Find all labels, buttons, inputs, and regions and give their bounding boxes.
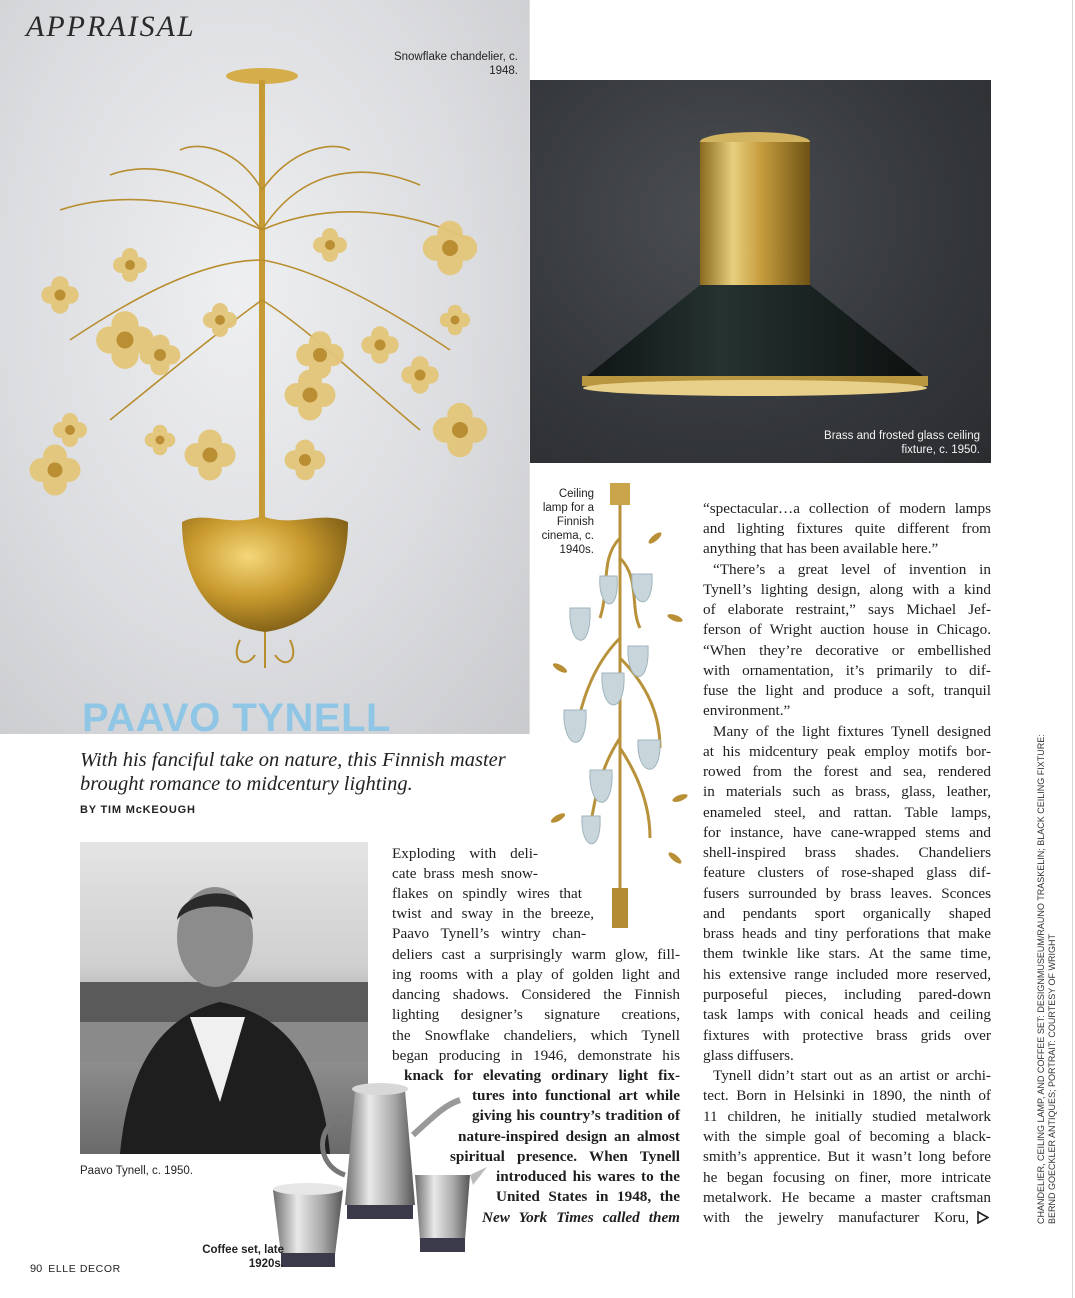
body-line: the Snowflake chandeliers, which Tynell — [392, 1027, 680, 1044]
body-line: and lighting fixtures quite different from — [703, 520, 991, 537]
body-line: cate brass mesh snow- — [392, 865, 538, 882]
body-line: 11 children, he initially studied metalwork — [703, 1108, 991, 1125]
page-number: 90 — [30, 1263, 43, 1275]
photo-credits — [1036, 704, 1058, 1224]
article-deck: With his fanciful take on nature, this Finnish master brought romance to midcentury lighting. — [80, 749, 506, 795]
body-line: twist and sway in the breeze, — [392, 905, 594, 922]
body-line: ing rooms with a play of golden light and — [392, 966, 680, 983]
body-line: began producing in 1946, demonstrate his — [392, 1047, 680, 1064]
magazine-name: ELLE DECOR — [48, 1263, 121, 1275]
byline: BY TIM McKEOUGH — [80, 804, 196, 816]
body-line: feature clusters of rose-shaped glass dif- — [703, 864, 991, 881]
body-line: metalwork. He became a master craftsman — [703, 1189, 991, 1206]
body-line: fusers surrounded by brass leaves. Sconces — [703, 885, 991, 902]
body-line: flakes on spindly wires that — [392, 885, 582, 902]
body-line: he began focusing on finer, more intricate — [703, 1169, 991, 1186]
body-line: Many of the light fixtures Tynell designed — [713, 723, 991, 740]
body-line: giving his country’s tradition of — [472, 1107, 680, 1124]
body-line: lighting designer’s signature creations, — [392, 1006, 680, 1023]
body-line: task lamps with conical heads and ceiling — [703, 1006, 991, 1023]
body-line: brass heads and tiny perforations that make — [703, 925, 991, 942]
body-line: with the simple goal of becoming a black- — [703, 1128, 991, 1145]
page-folio — [30, 1263, 121, 1275]
body-line: Exploding with deli- — [392, 845, 538, 862]
body-line: Paavo Tynell’s wintry chan- — [392, 925, 586, 942]
caption-brass-fixture: Brass and frosted glass ceiling fixture, c. 1950. — [824, 430, 980, 456]
body-line: Tynell didn’t start out as an artist or archi- — [713, 1067, 991, 1084]
body-line: with ornamentation, it’s primarily to dif- — [703, 662, 991, 679]
body-line: nature-inspired design an almost — [458, 1128, 680, 1145]
body-line: Tynell’s lighting design, along with a kind — [703, 581, 991, 598]
body-line: of elaborate restraint,” says Michael Jef- — [703, 601, 991, 618]
body-line: smith’s apprentice. But it wasn’t long before — [703, 1148, 991, 1165]
section-label: APPRAISAL — [26, 10, 196, 43]
body-line: anything that has been available here.” — [703, 540, 939, 557]
body-line: with the jewelry manufacturer Koru, — [703, 1209, 969, 1226]
body-line: tect. Born in Helsinki in 1890, the ninth of — [703, 1087, 991, 1104]
body-line: his extensive range included more reserved, — [703, 966, 991, 983]
body-line: in materials such as brass, glass, leather, — [703, 783, 991, 800]
page-edge — [1072, 0, 1073, 1298]
body-line: fixtures with protective brass grids over — [703, 1027, 991, 1044]
caption-coffee-set: Coffee set, late 1920s. — [202, 1244, 284, 1270]
body-line: and pendants sport organically shaped — [703, 905, 991, 922]
body-line: fuse the light and produce a soft, tranquil — [703, 682, 991, 699]
body-line: New York Times called them — [482, 1209, 680, 1226]
coffee-set-photo — [265, 1075, 490, 1280]
body-line: purposeful pieces, including pared-down — [703, 986, 991, 1003]
caption-portrait: Paavo Tynell, c. 1950. — [80, 1165, 193, 1177]
body-line: at his midcentury peak employ motifs bor- — [703, 743, 991, 760]
body-line: introduced his wares to the — [496, 1168, 680, 1185]
credit-line-1: CHANDELIER, CEILING LAMP, AND COFFEE SET: DESIGNMUSEUM/RAUNO TRASKELIN; BLACK CEILING FIXTURE: — [1036, 734, 1046, 1224]
body-line: them twinkle like stars. At the same time, — [703, 945, 991, 962]
article-headline: PAAVO TYNELL — [82, 696, 391, 740]
body-line: United States in 1948, the — [496, 1188, 680, 1205]
brass-ceiling-fixture-photo — [530, 80, 991, 463]
body-line: “There’s a great level of invention in — [713, 561, 991, 578]
body-line: glass diffusers. — [703, 1047, 794, 1064]
body-line: dancing shadows. Considered the Finnish — [392, 986, 680, 1003]
body-line: ferson of Wright auction house in Chicago. — [703, 621, 991, 638]
snowflake-chandelier-photo — [0, 0, 529, 734]
body-line: “spectacular…a collection of modern lamps — [703, 500, 991, 517]
body-line: deliers cast a surprisingly warm glow, fill- — [392, 946, 680, 963]
body-line: environment.” — [703, 702, 791, 719]
triangle-right-icon — [977, 1211, 989, 1224]
body-line: shell-inspired brass shades. Chandeliers — [703, 844, 991, 861]
body-line: rowed from the forest and sea, rendered — [703, 763, 991, 780]
body-line: tures into functional art while — [472, 1087, 680, 1104]
body-line: for instance, have cane-wrapped stems and — [703, 824, 991, 841]
body-line: “When they’re decorative or embellished — [703, 642, 991, 659]
caption-snowflake-chandelier: Snowflake chandelier, c. 1948. — [393, 51, 518, 77]
caption-ceiling-lamp: Ceiling lamp for a Finnish cinema, c. 1940s. — [541, 488, 594, 556]
body-line: knack for elevating ordinary light fix- — [404, 1067, 680, 1084]
body-line: spiritual presence. When Tynell — [450, 1148, 680, 1165]
body-line: enameled steel, and rattan. Table lamps, — [703, 804, 991, 821]
credit-line-2: BERND GOECKLER ANTIQUES; PORTRAIT: COURTESY OF WRIGHT — [1047, 933, 1057, 1224]
